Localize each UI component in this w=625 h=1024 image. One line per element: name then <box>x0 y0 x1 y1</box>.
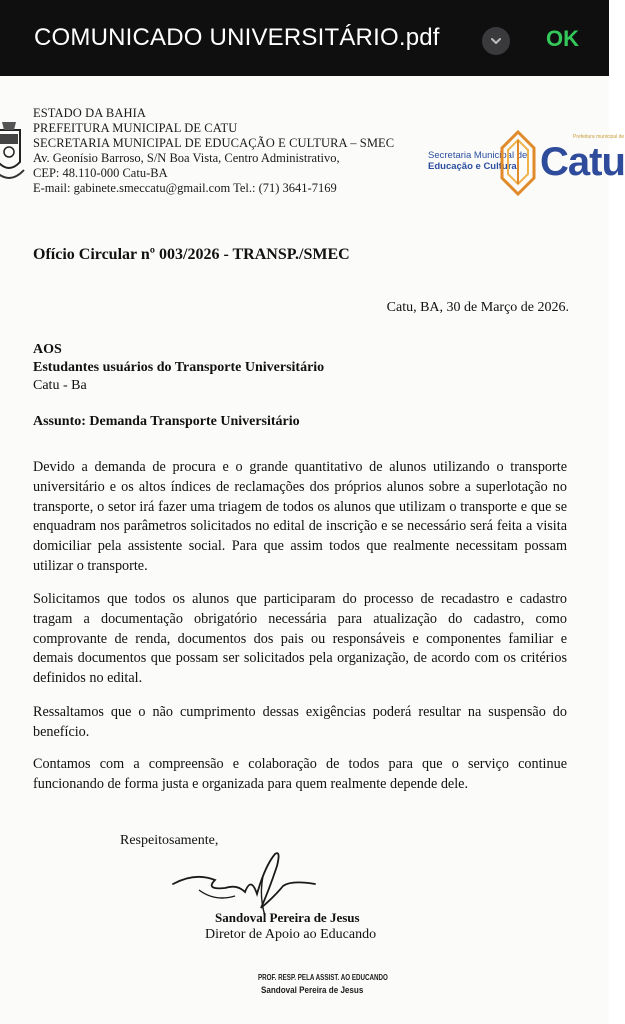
stamp-name: Sandoval Pereira de Jesus <box>261 985 364 996</box>
header-cep: CEP: 48.110-000 Catu-BA <box>33 166 168 180</box>
paragraph-2: Solicitamos que todos os alunos que participaram do processo de recadastro e cadastro tragam a documentação obrigatório necessária para atualização do cadastro, como comprovante de renda, documentos dos pais ou responsáveis e componentes familiar e demais documentos que possam ser solicitados pela organização, de acordo com os critérios definidos no edital. <box>33 591 567 687</box>
signer-role: Diretor de Apoio ao Educando <box>205 927 377 942</box>
recipient-line1: AOS <box>33 342 62 357</box>
signer-name: Sandoval Pereira de Jesus <box>215 910 360 925</box>
logo-city-name: Catu <box>540 140 625 184</box>
logo-secretaria-line1: Secretaria Municipal de <box>428 150 528 161</box>
recipient-line3: Catu - Ba <box>33 378 87 393</box>
pdf-page <box>0 76 625 1024</box>
letter-date: Catu, BA, 30 de Março de 2026. <box>386 300 569 315</box>
logo-secretaria-line2: Educação e Cultura <box>428 161 517 172</box>
stamp-role: PROF. RESP. PELA ASSIST. AO EDUCANDO <box>258 973 388 982</box>
header-state: ESTADO DA BAHIA <box>33 106 146 120</box>
header-contact: E-mail: gabinete.smeccatu@gmail.com Tel.: (71) 3641-7169 <box>33 181 337 195</box>
paragraph-1: Devido a demanda de procura e o grande quantitativo de alunos utilizando o transporte universitário e os altos índices de reclamações dos próprios alunos sobre a superlotação no transporte, o setor irá fazer uma triagem de todos os alunos que utilizam o transporte e que se enquadram nos parâmetros solicitados no edital de inscrição e se necessário será feita a visita domiciliar pela assistente social. Para que assim todos que realmente necessitam possam utilizar o transporte. <box>33 459 567 574</box>
oficio-number: Ofício Circular nº 003/2026 - TRANSP./SMEC <box>33 246 350 263</box>
smec-catu-logo <box>428 128 625 198</box>
paragraph-4: Contamos com a compreensão e colaboração de todos para que o serviço continue funcionando de forma justa e organizada para quem realmente depende dele. <box>33 756 567 792</box>
catu-emblem-icon <box>500 130 536 196</box>
ok-button[interactable]: OK <box>546 26 579 51</box>
closing: Respeitosamente, <box>120 833 219 848</box>
logo-prefeitura-small: Prefeitura municipal de <box>573 134 625 140</box>
document-title[interactable]: COMUNICADO UNIVERSITÁRIO.pdf <box>34 24 440 51</box>
municipal-crest-icon <box>0 100 28 200</box>
viewer-top-bar <box>0 0 609 76</box>
title-menu-button[interactable] <box>482 27 510 55</box>
paragraph-3: Ressaltamos que o não cumprimento dessas exigências poderá resultar na suspensão do benefício. <box>33 704 567 740</box>
header-address: Av. Geonísio Barroso, S/N Boa Vista, Centro Administrativo, <box>33 151 340 165</box>
recipient-line2: Estudantes usuários do Transporte Universitário <box>33 360 325 375</box>
letter-subject: Assunto: Demanda Transporte Universitário <box>33 414 300 429</box>
chevron-down-icon <box>489 34 503 48</box>
header-secretaria: SECRETARIA MUNICIPAL DE EDUCAÇÃO E CULTURA – SMEC <box>33 136 395 150</box>
header-prefeitura: PREFEITURA MUNICIPAL DE CATU <box>33 121 238 135</box>
